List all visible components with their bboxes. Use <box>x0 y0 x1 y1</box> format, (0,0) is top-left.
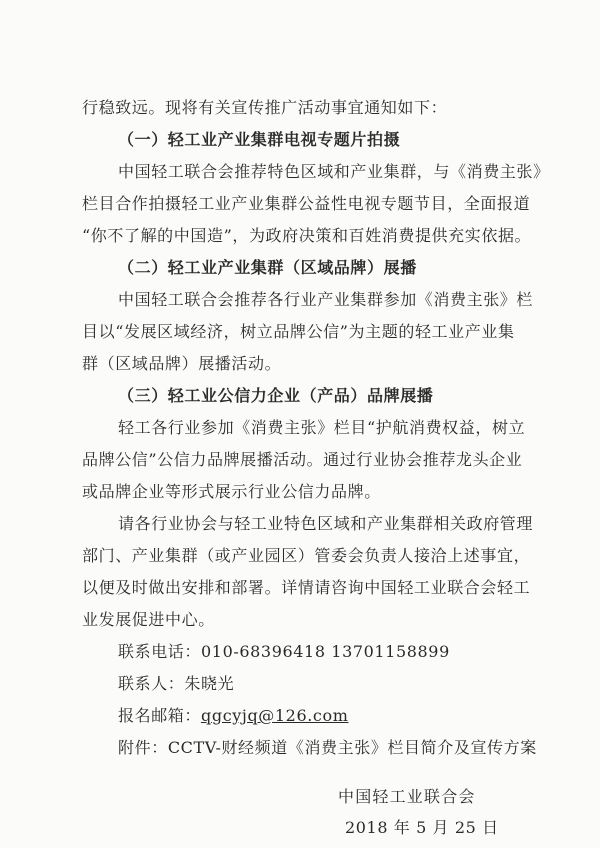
contact-email-label: 报名邮箱： <box>118 706 202 725</box>
section-3-heading: （三）轻工业公信力企业（产品）品牌展播 <box>118 386 434 405</box>
section-1-line-2: 栏目合作拍摄轻工业产业集群公益性电视专题节目，全面报道 <box>82 194 531 213</box>
section-3-line-3: 或品牌企业等形式展示行业公信力品牌。 <box>82 482 381 501</box>
signature-org: 中国轻工业联合会 <box>338 787 476 806</box>
contact-phone-value: 010-68396418 13701158899 <box>201 642 450 661</box>
contact-phone-label: 联系电话： <box>118 642 202 661</box>
attachment-line <box>118 736 537 760</box>
contact-phone <box>118 640 450 664</box>
section-1-heading: （一）轻工业产业集群电视专题片拍摄 <box>118 130 401 149</box>
section-2-line-2: 目以“发展区域经济，树立品牌公信”为主题的轻工业产业集 <box>82 322 515 341</box>
section-3-line-2: 品牌公信”公信力品牌展播活动。通过行业协会推荐龙头企业 <box>82 450 523 469</box>
section-2-line-1: 中国轻工联合会推荐各行业产业集群参加《消费主张》栏 <box>118 290 534 309</box>
closing-line-1: 请各行业协会与轻工业特色区域和产业集群相关政府管理 <box>118 514 534 533</box>
contact-email-link[interactable]: qgcyjq@126.com <box>201 706 349 725</box>
section-3-line-1: 轻工各行业参加《消费主张》栏目“护航消费权益，树立 <box>118 418 526 437</box>
section-1-line-1: 中国轻工联合会推荐特色区域和产业集群，与《消费主张》 <box>118 162 550 181</box>
closing-line-4: 业发展促进中心。 <box>82 610 215 629</box>
section-2-line-3: 群（区域品牌）展播活动。 <box>82 354 282 373</box>
closing-line-2: 部门、产业集群（或产业园区）管委会负责人接洽上述事宜， <box>82 546 531 565</box>
attachment-value: CCTV-财经频道《消费主张》栏目简介及宣传方案 <box>167 738 537 757</box>
intro-line: 行稳致远。现将有关宣传推广活动事宜通知如下： <box>82 98 448 117</box>
contact-email <box>118 704 349 728</box>
signature-date: 2018 年 5 月 25 日 <box>345 818 499 837</box>
section-2-heading: （二）轻工业产业集群（区域品牌）展播 <box>118 258 417 277</box>
closing-line-3: 以便及时做出安排和部署。详情请咨询中国轻工业联合会轻工 <box>82 578 531 597</box>
contact-person <box>118 672 234 696</box>
attachment-label: 附件： <box>118 738 168 757</box>
section-1-line-3: “你不了解的中国造”，为政府决策和百姓消费提供充实依据。 <box>82 226 532 245</box>
contact-person-value: 朱晓光 <box>184 674 235 693</box>
contact-person-label: 联系人： <box>118 674 185 693</box>
